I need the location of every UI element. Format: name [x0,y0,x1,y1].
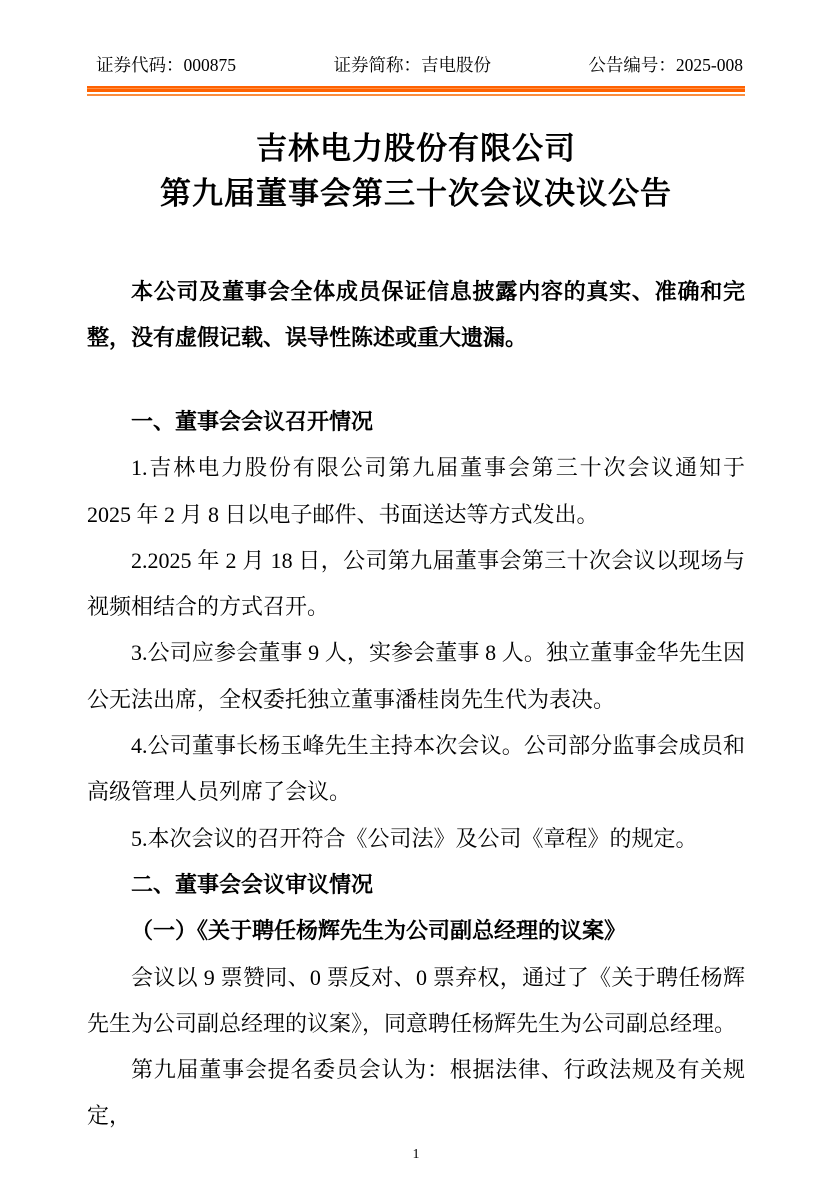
para-attendance: 3.公司应参会董事 9 人，实参会董事 8 人。独立董事金华先生因公无法出席，全权委托独立董事潘桂岗先生代为表决。 [87,640,745,712]
subheading-proposal-1: （一）《关于聘任杨辉先生为公司副总经理的议案》 [131,918,627,944]
page-number: 1 [412,1147,420,1162]
para-nomination-committee-opinion: 第九届董事会提名委员会认为：根据法律、行政法规及有关规定， [87,1057,745,1129]
divider-thin-bar [87,94,745,96]
header-divider [87,86,745,96]
para-voting-result: 会议以 9 票赞同、0 票反对、0 票弃权，通过了《关于聘任杨辉先生为公司副总经理的议案》，同意聘任杨辉先生为公司副总经理。 [87,964,745,1036]
heading-meeting-convening: 一、董事会会议召开情况 [131,409,374,434]
stock-abbr-label: 证券简称：吉电股份 [333,55,491,75]
announcement-number-label: 公告编号：2025-008 [588,55,743,75]
disclosure-statement: 本公司及董事会全体成员保证信息披露内容的真实、准确和完整，没有虚假记载、误导性陈述或重大遗漏。 [87,279,745,350]
document-body [87,399,745,1140]
heading-meeting-review: 二、董事会会议审议情况 [131,871,374,897]
document-title-line1: 吉林电力股份有限公司 [256,131,576,166]
document-title [0,126,832,216]
para-chairman-presiding: 4.公司董事长杨玉峰先生主持本次会议。公司部分监事会成员和高级管理人员列席了会议。 [87,733,745,805]
securities-header [87,0,745,77]
para-meeting-notice: 1.吉林电力股份有限公司第九届董事会第三十次会议通知于 2025 年 2 月 8 日以电子邮件、书面送达等方式发出。 [87,455,745,527]
para-meeting-date: 2.2025 年 2 月 18 日，公司第九届董事会第三十次会议以现场与视频相结合的方式召开。 [87,547,745,620]
stock-code-label: 证券代码：000875 [96,55,236,75]
para-compliance: 5.本次会议的召开符合《公司法》及公司《章程》的规定。 [131,825,698,851]
document-title-line2: 第九届董事会第三十次会议决议公告 [160,176,672,211]
